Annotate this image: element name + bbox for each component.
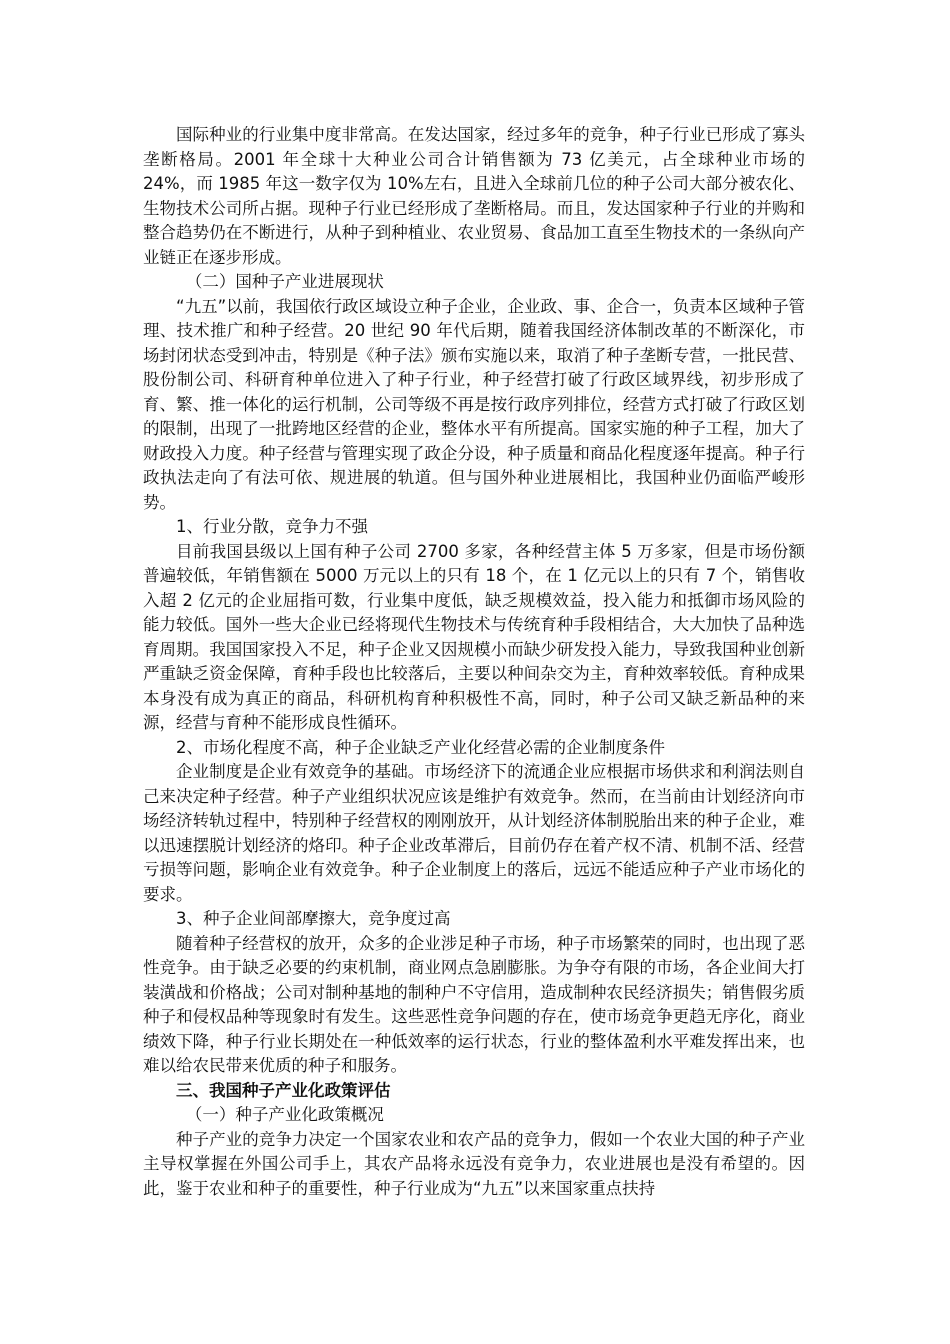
subheading-fragmentation: 1、行业分散，竞争力不强: [176, 517, 368, 536]
paragraph-domestic-status: “九五”以前，我国依行政区域设立种子企业，企业政、事、企合一，负责本区域种子管理、技术推广和种子经营。20 世纪 90 年代后期，随着我国经济体制改革的不断深化，市场封闭状态受到冲击，特别是《种子法》颁布实施以来，取消了种子垄断专营，一批民营、股份制公司、科研育种单位进入了种子行业，种子经营打破了行政区域界线，初步形成了育、繁、推一体化的运行机制，公司等级不再是按行政序列排位，经营方式打破了行政区划的限制，出现了一批跨地区经营的企业，整体水平有所提高。国家实施的种子工程，加大了财政投入力度。种子经营与管理实现了政企分设，种子质量和商品化程度逐年提高。种子行政执法走向了有法可依、规进展的轨道。但与国外种业进展相比，我国种业仍面临严峻形势。: [143, 296, 805, 512]
subheading-competition: 3、种子企业间部摩擦大，竞争度过高: [176, 909, 451, 928]
paragraph-fragmentation: 目前我国县级以上国有种子公司 2700 多家，各种经营主体 5 万多家，但是市场份额普遍较低，年销售额在 5000 万元以上的只有 18 个，在 1 亿元以上的只有 7 个，销售收入超 2 亿元的企业屈指可数，行业集中度低，缺乏规模效益，投入能力和抵御市场风险的能力较低。国外一些大企业已经将现代生物技术与传统育种手段相结合，大大加快了品种选育周期。我国国家投入不足，种子企业又因规模小而缺少研发投入能力，导致我国种业创新严重缺乏资金保障，育种手段也比较落后，主要以种间杂交为主，育种效率较低。育种成果本身没有成为真正的商品，科研机构育种积极性不高，同时，种子公司又缺乏新品种的来源，经营与育种不能形成良性循环。: [143, 541, 805, 732]
subheading-marketization: 2、市场化程度不高，种子企业缺乏产业化经营必需的企业制度条件: [176, 737, 665, 757]
paragraph-policy-overview: 种子产业的竞争力决定一个国家农业和农产品的竞争力，假如一个农业大国的种子产业主导权掌握在外国公司手上，其农产品将永远没有竞争力，农业进展也是没有希望的。因此，鉴于农业和种子的重要性，种子行业成为“九五”以来国家重点扶持: [143, 1129, 805, 1198]
document-page: [143, 123, 805, 1201]
paragraph-competition: 随着种子经营权的放开，众多的企业涉足种子市场，种子市场繁荣的同时，也出现了恶性竞争。由于缺乏必要的约束机制，商业网点急剧膨胀。为争夺有限的市场，各企业间大打装潢战和价格战；公司对制种基地的制种户不守信用，造成制种农民经济损失；销售假劣质种子和侵权品种等现象时有发生。这些恶性竞争问题的存在，使市场竞争更趋无序化，商业绩效下降，种子行业长期处在一种低效率的运行状态，行业的整体盈利水平难发挥出来，也难以给农民带来优质的种子和服务。: [143, 933, 805, 1075]
subheading-domestic-status: （二）国种子产业进展现状: [185, 272, 384, 291]
subheading-policy-overview: （一）种子产业化政策概况: [185, 1105, 384, 1124]
paragraph-industry-concentration: 国际种业的行业集中度非常高。在发达国家，经过多年的竞争，种子行业已形成了寡头垄断格局。2001 年全球十大种业公司合计销售额为 73 亿美元，占全球种业市场的 24%，而 1985 年这一数字仅为 10%左右，且进入全球前几位的种子公司大部分被农化、生物技术公司所占据。现种子行业已经形成了垄断格局。而且，发达国家种子行业的并购和整合趋势仍在不断进行，从种子到种植业、农业贸易、食品加工直至生物技术的一条纵向产业链正在逐步形成。: [143, 125, 805, 267]
section-heading-policy-evaluation: 三、我国种子产业化政策评估: [176, 1080, 391, 1100]
paragraph-marketization: 企业制度是企业有效竞争的基础。市场经济下的流通企业应根据市场供求和利润法则自己来决定种子经营。种子产业组织状况应该是维护有效竞争。然而，在当前由计划经济向市场经济转轨过程中，特别种子经营权的刚刚放开，从计划经济体制脱胎出来的种子企业，难以迅速摆脱计划经济的烙印。种子企业改革滞后，目前仍存在着产权不清、机制不活、经营亏损等问题，影响企业有效竞争。种子企业制度上的落后，远远不能适应种子产业市场化的要求。: [143, 762, 805, 904]
